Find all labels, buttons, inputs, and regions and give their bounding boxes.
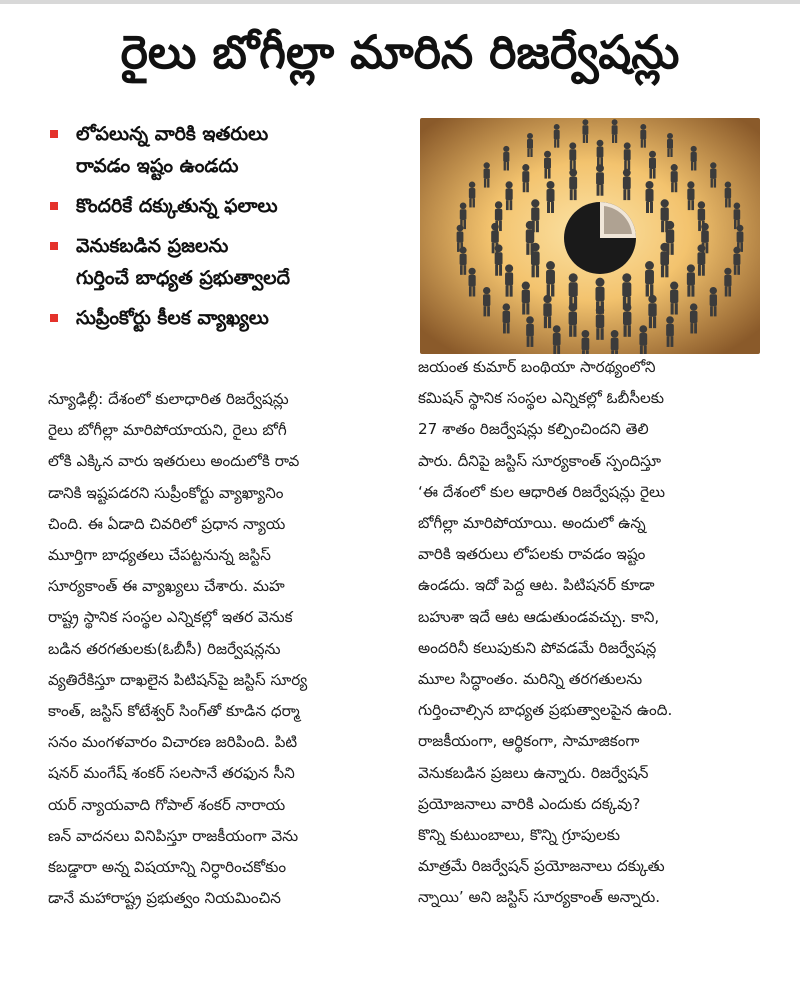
- top-rule: [0, 0, 800, 4]
- bullet-square-icon: [50, 202, 58, 210]
- bullet-square-icon: [50, 130, 58, 138]
- highlight-item: [50, 302, 410, 334]
- highlight-text: వెనుకబడిన ప్రజలను గుర్తించే బాధ్యత ప్రభుత్వాలదే: [76, 235, 291, 289]
- bullet-square-icon: [50, 242, 58, 250]
- highlight-item: [50, 190, 410, 222]
- article-photo: [420, 118, 760, 354]
- highlight-item: [50, 118, 410, 182]
- bullet-square-icon: [50, 314, 58, 322]
- article-column-right: జయంత కుమార్ బంథియా సారథ్యంలోని కమిషన్ స్థానిక సంస్థల ఎన్నికల్లో ఓబీసీలకు 27 శాతం రిజర్వేషన్లు కల్పించిందని తెలి పారు. దీనిపై జస్టిస్ సూర్యకాంత్ స్పందిస్తూ ‘ఈ దేశంలో కుల ఆధారిత రిజర్వేషన్లు రైలు బోగీల్లా మారిపోయాయి. అందులో ఉన్న వారికి ఇతరులు లోపలకు రావడం ఇష్టం ఉండదు. ఇదో పెద్ద ఆట. పిటిషనర్ కూడా బహుశా ఇదే ఆట ఆడుతుండవచ్చు. కాని, అందరినీ కలుపుకుని పోవడమే రిజర్వేషన్ల మూల సిద్ధాంతం. మరిన్ని తరగతులను గుర్తించాల్సిన బాధ్యత ప్రభుత్వాలపైన ఉంది. రాజకీయంగా, ఆర్థికంగా, సామాజికంగా వెనుకబడిన ప్రజలు ఉన్నారు. రిజర్వేషన్ ప్రయోజనాలు వారికి ఎందుకు దక్కవు? కొన్ని కుటుంబాలు, కొన్ని గ్రూపులకు మాత్రమే రిజర్వేషన్ ప్రయోజనాలు దక్కుతు న్నాయి’ అని జస్టిస్ సూర్యకాంత్ అన్నారు.: [418, 358, 673, 907]
- highlights-list: [50, 118, 410, 342]
- headline: రైలు బోగీల్లా మారిన రిజర్వేషన్లు: [120, 25, 680, 79]
- highlight-text: లోపలున్న వారికి ఇతరులు రావడం ఇష్టం ఉండదు: [76, 123, 269, 177]
- article-column-left: న్యూఢిల్లీ: దేశంలో కులాధారిత రిజర్వేషన్లు రైలు బోగీల్లా మారిపోయాయని, రైలు బోగీ లోకి ఎక్కిన వారు ఇతరులు అందులోకి రావ డానికి ఇష్టపడరని సుప్రీంకోర్టు వ్యాఖ్యానిం చింది. ఈ ఏడాది చివరిలో ప్రధాన న్యాయ మూర్తిగా బాధ్యతలు చేపట్టనున్న జస్టిస్ సూర్యకాంత్ ఈ వ్యాఖ్యలు చేశారు. మహ రాష్ట్ర స్థానిక సంస్థల ఎన్నికల్లో ఇతర వెనుక బడిన తరగతులకు(ఓబీసీ) రిజర్వేషన్లను వ్యతిరేకిస్తూ దాఖలైన పిటిషన్‌పై జస్టిస్ సూర్య కాంత్, జస్టిస్ కోటేశ్వర్ సింగ్‌తో కూడిన ధర్మా సనం మంగళవారం విచారణ జరిపింది. పిటి షనర్ మంగేష్ శంకర్ సలసానే తరఫున సీని యర్ న్యాయవాది గోపాల్ శంకర్ నారాయ ణన్ వాదనలు వినిపిస్తూ రాజకీయంగా వెను కబడ్డారా అన్న విషయాన్ని నిర్ధారించకోకుం డానే మహారాష్ట్ర ప్రభుత్వం నియమించిన: [48, 390, 308, 908]
- highlight-item: [50, 230, 410, 294]
- crowd-pie-illustration: [420, 118, 760, 354]
- highlight-text: సుప్రీంకోర్టు కీలక వ్యాఖ్యలు: [76, 307, 269, 329]
- highlight-text: కొందరికే దక్కుతున్న ఫలాలు: [76, 195, 278, 217]
